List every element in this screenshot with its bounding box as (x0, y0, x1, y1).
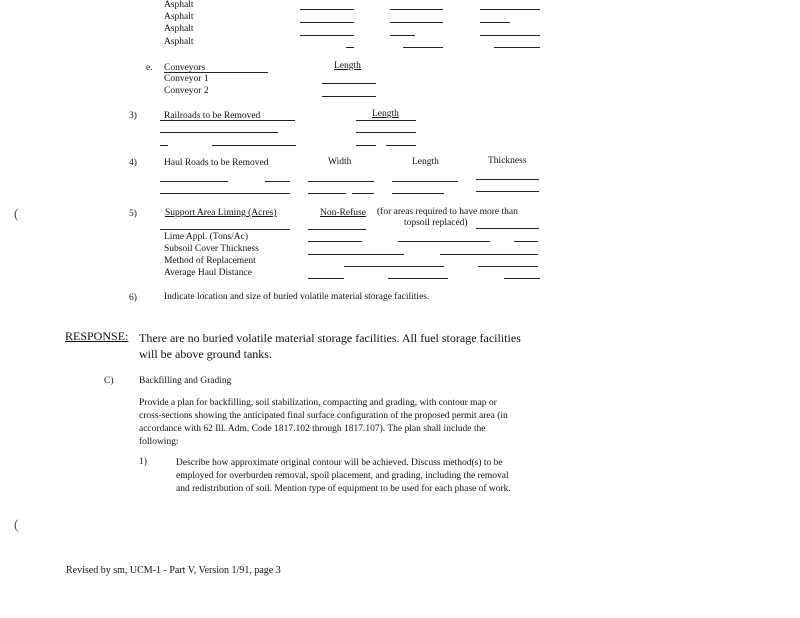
blank-line[interactable] (390, 9, 443, 10)
blank-line[interactable] (494, 47, 540, 48)
conveyor-item-2: Conveyor 2 (164, 86, 209, 96)
haul-roads-thickness-label: Thickness (488, 156, 527, 166)
blank-line[interactable] (480, 35, 540, 36)
blank-line[interactable] (160, 229, 290, 230)
intro-line-4: following: (139, 437, 179, 447)
asphalt-row-4: Asphalt (164, 37, 194, 47)
haul-roads-length-label: Length (412, 157, 439, 167)
blank-line[interactable] (390, 35, 415, 36)
support-row-lime: Lime Appl. (Tons/Ac) (164, 232, 249, 242)
blank-line[interactable] (476, 191, 539, 192)
blank-line[interactable] (388, 278, 448, 279)
conveyors-length-label: Length (334, 61, 361, 71)
support-area-note-line1: (for areas required to have more than (377, 207, 518, 217)
item-line-1: Describe how approximate original contour will be achieved. Discuss method(s) to be (176, 458, 503, 468)
blank-line[interactable] (300, 22, 354, 23)
blank-line[interactable] (480, 22, 510, 23)
blank-line[interactable] (160, 132, 278, 133)
conveyors-heading: Conveyors (164, 63, 206, 73)
blank-line[interactable] (300, 9, 354, 10)
blank-line[interactable] (160, 145, 168, 146)
blank-line[interactable] (356, 120, 416, 121)
blank-line[interactable] (403, 47, 443, 48)
blank-line[interactable] (308, 181, 374, 182)
item-line-3: and redistribution of soil. Mention type of equipment to be used for each phase of work. (176, 484, 511, 494)
railroads-heading: Railroads to be Removed (164, 111, 261, 121)
haul-roads-number: 4) (129, 158, 137, 168)
blank-line[interactable] (346, 47, 354, 48)
blank-line[interactable] (386, 145, 416, 146)
blank-line[interactable] (160, 193, 290, 194)
response-text (139, 330, 549, 362)
heading-underline (160, 120, 295, 121)
support-row-subsoil: Subsoil Cover Thickness (164, 244, 259, 254)
haul-roads-heading: Haul Roads to be Removed (164, 158, 269, 168)
support-row-haul: Average Haul Distance (164, 268, 252, 278)
item6-number: 6) (129, 293, 137, 303)
asphalt-row-2: Asphalt (164, 12, 194, 22)
blank-line[interactable] (300, 35, 354, 36)
section-c-letter: C) (104, 376, 114, 386)
blank-line[interactable] (392, 193, 444, 194)
blank-line[interactable] (356, 132, 416, 133)
page-footer: Revised by sm, UCM-1 - Part V, Version 1/91, page 3 (66, 565, 281, 576)
intro-line-2: cross-sections showing the anticipated final surface configuration of the proposed permit area (in (139, 411, 508, 421)
blank-line[interactable] (356, 145, 376, 146)
item-line-2: employed for overburden removal, spoil placement, and grading, including the removal (176, 471, 509, 481)
support-area-note-line2: topsoil replaced) (404, 218, 468, 228)
blank-line[interactable] (265, 181, 290, 182)
blank-line[interactable] (160, 181, 228, 182)
blank-line[interactable] (322, 83, 376, 84)
binder-hole-mark: ( (14, 207, 19, 222)
blank-line[interactable] (308, 241, 362, 242)
non-refuse-label: Non-Refuse (320, 208, 366, 218)
conveyors-letter: e. (146, 63, 153, 73)
response-line-2: will be above ground tanks. (139, 347, 272, 361)
blank-line[interactable] (390, 22, 443, 23)
section-c-intro (139, 397, 559, 449)
blank-line[interactable] (308, 229, 366, 230)
railroads-number: 3) (129, 111, 137, 121)
blank-line[interactable] (344, 266, 444, 267)
blank-line[interactable] (308, 254, 404, 255)
railroads-length-label: Length (372, 109, 399, 119)
item6-text: Indicate location and size of buried volatile material storage facilities. (164, 292, 430, 302)
blank-line[interactable] (308, 193, 346, 194)
heading-underline (164, 72, 268, 73)
haul-roads-width-label: Width (328, 157, 352, 167)
blank-line[interactable] (514, 241, 538, 242)
support-row-method: Method of Replacement (164, 256, 256, 266)
section-c-item-text (176, 457, 556, 496)
support-area-heading: Support Area Liming (Acres) (165, 208, 277, 218)
binder-hole-mark: ( (14, 518, 19, 533)
blank-line[interactable] (480, 9, 540, 10)
blank-line[interactable] (308, 278, 344, 279)
blank-line[interactable] (476, 228, 539, 229)
asphalt-row-3: Asphalt (164, 24, 194, 34)
blank-line[interactable] (322, 96, 376, 97)
blank-line[interactable] (504, 278, 540, 279)
blank-line[interactable] (392, 181, 458, 182)
response-line-1: There are no buried volatile material storage facilities. All fuel storage facilities (139, 331, 521, 345)
support-area-number: 5) (129, 209, 137, 219)
blank-line[interactable] (476, 179, 539, 180)
blank-line[interactable] (212, 145, 296, 146)
blank-line[interactable] (352, 193, 374, 194)
section-c-item-number: 1) (139, 457, 147, 467)
intro-line-3: accordance with 62 Ill. Adm. Code 1817.102 through 1817.107). The plan shall include the (139, 424, 486, 434)
intro-line-1: Provide a plan for backfilling, soil stabilization, compacting and grading, with contour map or (139, 398, 497, 408)
blank-line[interactable] (478, 266, 538, 267)
section-c-heading: Backfilling and Grading (139, 376, 232, 386)
blank-line[interactable] (440, 254, 538, 255)
blank-line[interactable] (398, 241, 490, 242)
asphalt-row-1: Asphalt (164, 0, 194, 10)
conveyor-item-1: Conveyor 1 (164, 74, 209, 84)
response-label: RESPONSE: (65, 329, 129, 343)
